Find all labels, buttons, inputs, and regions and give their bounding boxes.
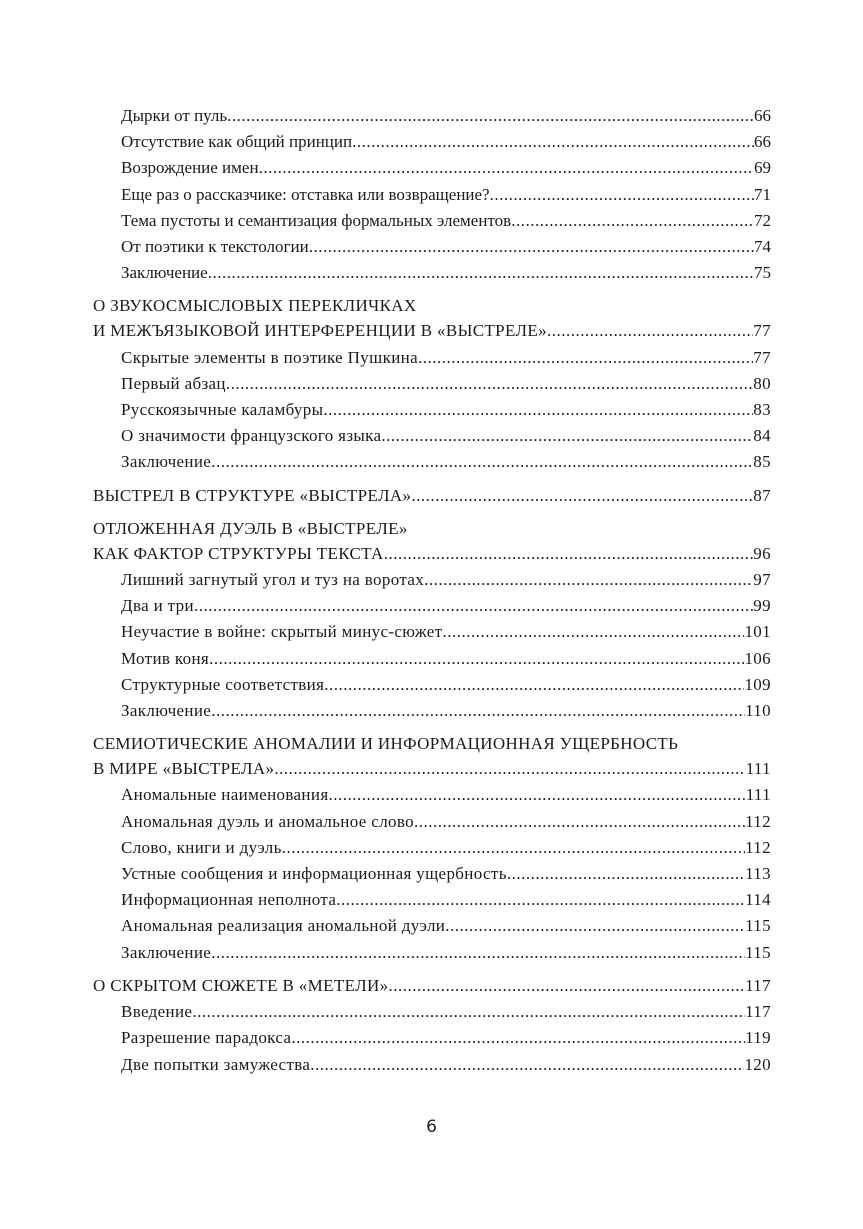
toc-entry[interactable]	[93, 423, 771, 449]
toc-entry-title: Разрешение парадокса	[121, 1028, 292, 1048]
dot-leader	[192, 999, 745, 1025]
toc-entry[interactable]	[93, 861, 771, 887]
toc-entry[interactable]	[93, 371, 771, 397]
toc-entry[interactable]	[93, 1052, 771, 1078]
toc-entry-title: Два и три	[121, 596, 194, 616]
toc-entry-title: Информационная неполнота	[121, 890, 337, 910]
toc-entry-page: 97	[753, 570, 771, 590]
toc-entry-title: Мотив коня	[121, 648, 210, 668]
dot-leader	[259, 155, 754, 181]
toc-entry-page: 80	[753, 373, 771, 393]
toc-entry[interactable]	[93, 672, 771, 698]
toc-entry-title: От поэтики к текстологии	[121, 237, 309, 257]
toc-entry-title: Неучастие в войне: скрытый минус-сюжет	[121, 622, 443, 642]
dot-leader	[445, 913, 745, 939]
toc-entry-page: 115	[745, 916, 771, 936]
dot-leader	[511, 208, 754, 234]
toc-entry-title: Две попытки замужества	[121, 1054, 311, 1074]
toc-entry-title: Структурные соответствия	[121, 674, 325, 694]
dot-leader	[209, 646, 744, 672]
toc-entry[interactable]	[93, 782, 771, 808]
section-heading-line: ОТЛОЖЕННАЯ ДУЭЛЬ В «ВЫСТРЕЛЕ»	[93, 518, 408, 538]
section-page: 77	[753, 321, 771, 341]
toc-entry-title: Возрождение имен	[121, 158, 259, 178]
toc-entry[interactable]	[93, 913, 771, 939]
dot-leader	[309, 234, 754, 260]
section-heading[interactable]	[93, 973, 771, 999]
toc-entry-page: 66	[754, 106, 771, 125]
toc-entry[interactable]	[93, 940, 771, 966]
toc-entry[interactable]	[93, 260, 771, 286]
toc-entry-page: 114	[745, 890, 771, 910]
toc-entry[interactable]	[93, 345, 771, 371]
dot-leader	[336, 887, 745, 913]
section-title: ВЫСТРЕЛ В СТРУКТУРЕ «ВЫСТРЕЛА»	[93, 485, 412, 505]
dot-leader	[208, 260, 754, 286]
toc-entry-page: 101	[744, 622, 771, 642]
section-title: КАК ФАКТОР СТРУКТУРЫ ТЕКСТА	[93, 543, 384, 563]
toc-entry-page: 75	[754, 263, 771, 283]
dot-leader	[323, 397, 753, 423]
toc-entry-title: Заключение	[121, 942, 212, 962]
toc-entry-title: Слово, книги и дуэль	[121, 837, 282, 857]
section-page: 117	[745, 975, 771, 995]
toc-entry-page: 74	[754, 237, 771, 257]
toc-entry-page: 111	[745, 785, 771, 805]
section-page: 111	[745, 759, 771, 779]
toc-section	[93, 483, 771, 509]
dot-leader	[352, 129, 754, 155]
dot-leader	[282, 835, 745, 861]
dot-leader	[194, 593, 753, 619]
toc-entry-title: О значимости французского языка	[121, 426, 382, 446]
toc-entry[interactable]	[93, 887, 771, 913]
toc-entry-page: 119	[745, 1028, 771, 1048]
dot-leader	[211, 449, 753, 475]
toc-entry-page: 109	[744, 674, 771, 694]
dot-leader	[291, 1025, 745, 1051]
toc-entry-title: Аномальная реализация аномальной дуэли	[121, 916, 446, 936]
toc-entry[interactable]	[93, 103, 771, 129]
toc-entry[interactable]	[93, 208, 771, 234]
toc-entry-title: Русскоязычные каламбуры	[121, 400, 324, 420]
toc-entry-title: Аномальная дуэль и аномальное слово	[121, 811, 414, 831]
toc-section	[93, 293, 771, 475]
toc-entry-title: Еще раз о рассказчике: отставка или возвращение?	[121, 184, 490, 204]
section-heading[interactable]	[93, 756, 771, 782]
toc-entry[interactable]	[93, 619, 771, 645]
dot-leader	[211, 940, 745, 966]
section-heading[interactable]	[93, 318, 771, 344]
toc-entry-page: 120	[744, 1054, 771, 1074]
toc-entry[interactable]	[93, 567, 771, 593]
section-heading-line: О ЗВУКОСМЫСЛОВЫХ ПЕРЕКЛИЧКАХ	[93, 296, 417, 316]
toc-entry[interactable]	[93, 397, 771, 423]
toc-entry-title: Дырки от пуль	[121, 106, 228, 125]
section-title: О СКРЫТОМ СЮЖЕТЕ В «МЕТЕЛИ»	[93, 975, 389, 995]
toc-entry[interactable]	[93, 182, 771, 208]
toc-entry-page: 106	[744, 648, 771, 668]
section-heading[interactable]	[93, 541, 771, 567]
toc-section	[93, 973, 771, 1078]
toc-entry-title: Отсутствие как общий принцип	[121, 132, 353, 152]
toc-entry-title: Лишний загнутый угол и туз на воротах	[121, 570, 425, 590]
toc-entry-page: 83	[753, 400, 771, 420]
toc-entry[interactable]	[93, 593, 771, 619]
dot-leader	[226, 371, 753, 397]
top-entries	[93, 103, 771, 286]
section-title: И МЕЖЪЯЗЫКОВОЙ ИНТЕРФЕРЕНЦИИ В «ВЫСТРЕЛЕ»	[93, 321, 547, 341]
dot-leader	[324, 672, 744, 698]
dot-leader	[414, 809, 745, 835]
dot-leader	[490, 182, 754, 208]
dot-leader	[381, 423, 753, 449]
toc-entry-page: 112	[745, 811, 771, 831]
section-title: В МИРЕ «ВЫСТРЕЛА»	[93, 759, 275, 779]
toc-section	[93, 731, 771, 966]
dot-leader	[310, 1052, 744, 1078]
toc-entry-title: Аномальные наименования	[121, 785, 329, 805]
toc-entry[interactable]	[93, 809, 771, 835]
toc-entry-page: 113	[745, 864, 771, 884]
dot-leader	[547, 318, 753, 344]
toc-entry-page: 77	[753, 347, 771, 367]
toc-entry-page: 84	[753, 426, 771, 446]
toc-entry[interactable]	[93, 698, 771, 724]
toc-entry-title: Введение	[121, 1002, 193, 1022]
dot-leader	[211, 698, 745, 724]
toc-entry[interactable]	[93, 1025, 771, 1051]
dot-leader	[227, 103, 754, 129]
toc-entry-page: 71	[754, 184, 771, 204]
toc-entry-page: 112	[745, 837, 771, 857]
dot-leader	[384, 541, 754, 567]
toc-entry[interactable]	[93, 234, 771, 260]
toc-entry[interactable]	[93, 835, 771, 861]
toc-entry-title: Тема пустоты и семантизация формальных элементов	[121, 210, 512, 230]
toc-entry-title: Заключение	[121, 452, 212, 472]
toc-entry-title: Заключение	[121, 701, 212, 721]
section-page: 87	[753, 485, 771, 505]
toc-entry-title: Устные сообщения и информационная ущербность	[121, 864, 507, 884]
toc-entry-title: Первый абзац	[121, 373, 226, 393]
dot-leader	[424, 567, 753, 593]
section-heading-line: СЕМИОТИЧЕСКИЕ АНОМАЛИИ И ИНФОРМАЦИОННАЯ УЩЕРБНОСТЬ	[93, 734, 679, 754]
toc-entry-title: Заключение	[121, 263, 208, 283]
toc-entry-page: 66	[754, 132, 771, 152]
dot-leader	[411, 483, 753, 509]
toc-entry[interactable]	[93, 999, 771, 1025]
dot-leader	[274, 756, 745, 782]
toc-entry-page: 117	[745, 1002, 771, 1022]
toc-entry[interactable]	[93, 155, 771, 181]
dot-leader	[442, 619, 744, 645]
toc-entry[interactable]	[93, 129, 771, 155]
table-of-contents	[93, 103, 771, 1078]
dot-leader	[418, 345, 753, 371]
toc-entry-title: Скрытые элементы в поэтике Пушкина	[121, 347, 418, 367]
section-page: 96	[753, 543, 771, 563]
dot-leader	[329, 782, 746, 808]
toc-entry-page: 115	[745, 942, 771, 962]
toc-entry-page: 110	[745, 701, 771, 721]
toc-section	[93, 516, 771, 724]
dot-leader	[507, 861, 745, 887]
section-heading[interactable]	[93, 483, 771, 509]
page-number: 6	[426, 1117, 437, 1137]
toc-entry-page: 69	[754, 158, 771, 178]
dot-leader	[388, 973, 745, 999]
toc-entry-page: 85	[753, 452, 771, 472]
toc-entry[interactable]	[93, 646, 771, 672]
toc-entry-page: 99	[753, 596, 771, 616]
toc-entry[interactable]	[93, 449, 771, 475]
toc-entry-page: 72	[754, 210, 771, 230]
